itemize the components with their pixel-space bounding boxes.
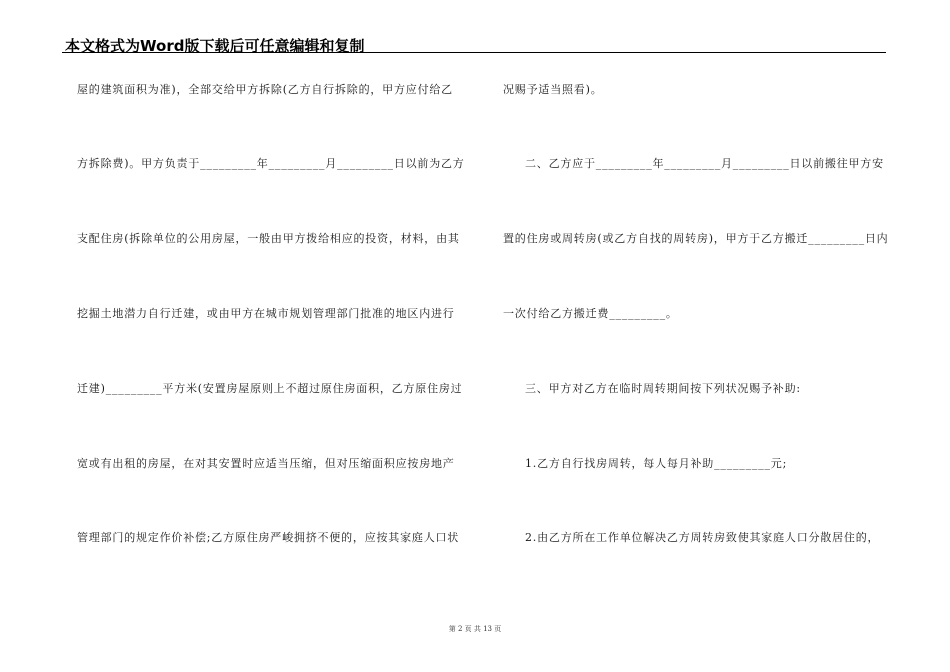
paragraph-line: 况赐予适当照看)。	[503, 83, 603, 96]
paragraph-line: 2.由乙方所在工作单位解决乙方周转房致使其家庭人口分散居住的，	[525, 531, 880, 544]
paragraph-line: 二、乙方应于_________年_________月_________日以前搬往甲方安	[525, 157, 884, 170]
paragraph-line: 迁建)_________平方米(安置房屋原则上不超过原住房面积，乙方原住房过	[77, 382, 463, 395]
paragraph-line: 屋的建筑面积为准)，全部交给甲方拆除(乙方自行拆除的，甲方应付给乙	[77, 83, 453, 96]
document-header-title: 本文格式为Word版下载后可任意编辑和复制	[65, 37, 365, 55]
page-number: 第 2 页 共 13 页	[448, 625, 502, 633]
paragraph-line: 三、甲方对乙方在临时周转期间按下列状况赐予补助:	[525, 382, 801, 395]
paragraph-line: 置的住房或周转房(或乙方自找的周转房)，甲方于乙方搬迁_________日内	[503, 232, 889, 245]
paragraph-line: 支配住房(拆除单位的公用房屋，一般由甲方拨给相应的投资，材料，由其	[77, 232, 460, 245]
paragraph-line: 一次付给乙方搬迁费_________。	[503, 307, 678, 320]
paragraph-line: 挖掘土地潜力自行迁建，或由甲方在城市规划管理部门批准的地区内进行	[77, 307, 455, 320]
header-divider	[62, 52, 886, 53]
paragraph-line: 管理部门的规定作价补偿;乙方原住房严峻拥挤不便的，应按其家庭人口状	[77, 531, 460, 544]
paragraph-line: 方拆除费)。甲方负责于_________年_________月_________日以前为乙方	[77, 157, 465, 170]
paragraph-line: 1.乙方自行找房周转，每人每月补助_________元;	[525, 457, 788, 470]
paragraph-line: 宽或有出租的房屋，在对其安置时应适当压缩，但对压缩面积应按房地产	[77, 457, 455, 470]
